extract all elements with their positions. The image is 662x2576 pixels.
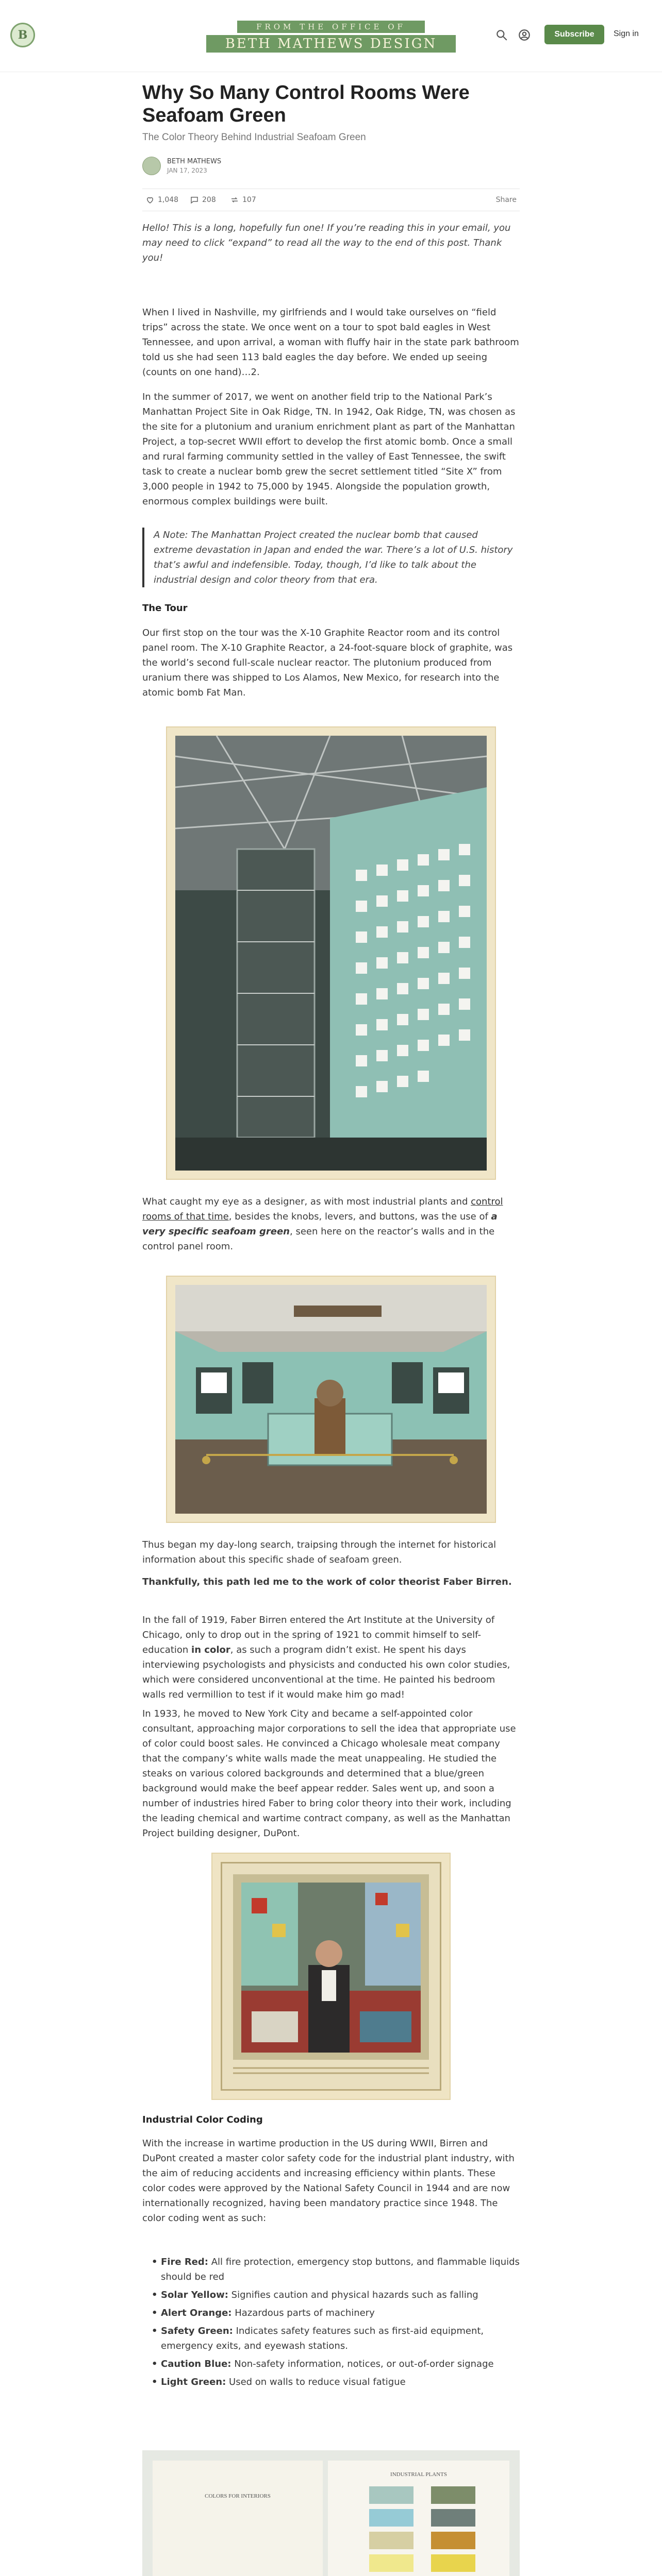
search-icon[interactable] (495, 28, 508, 42)
list-item (150, 2306, 520, 2320)
intro-note: Hello! This is a long, hopefully fun one! If you’re reading this in your email, you may need to click “expand” to read all the way to the end of this post. Thank you! (142, 223, 511, 263)
list-item (150, 2357, 520, 2371)
control-room-image (175, 1285, 487, 1514)
history-note-quote: A Note: The Manhattan Project created the nuclear bomb that caused extreme devastation in Japan and ended the war. There’s a lot of U.S. history that’s awful and indefensible. Today, though, I’d like to talk about the industrial design and color theory from that era. (142, 528, 520, 587)
color-code-name: Alert Orange: (161, 2308, 232, 2318)
faber-birren-image (221, 1862, 441, 2091)
color-book-image (142, 2450, 520, 2576)
list-item (150, 2375, 520, 2389)
paragraph-4-middle: , besides the knobs, levers, and buttons, was the use of (228, 1211, 491, 1222)
paragraph-1: When I lived in Nashville, my girlfriends and I would take ourselves on “field trips” across the state. We once went on a tour to spot bald eagles in West Tennessee, and upon arrival, a woman with fluffy hair in the state park bathroom told us she had seen 113 bald eagles the day before. We ended up seeing (counts on one hand)…2. (142, 307, 519, 378)
site-logo[interactable] (10, 23, 35, 47)
post-subtitle: The Color Theory Behind Industrial Seafoam Green (142, 132, 366, 143)
section-heading-color-coding: Industrial Color Coding (142, 2114, 263, 2125)
sign-in-link[interactable]: Sign in (614, 29, 639, 38)
photo-frame (166, 1276, 496, 1523)
reactor-wall-photo[interactable] (166, 726, 496, 1180)
paragraph-3: Our first stop on the tour was the X-10 Graphite Reactor room and its control panel room. The X-10 Graphite Reactor, a 24-foot-square block of graphite, was the world’s second full-scale nuclear reactor. The plutonium produced from uranium there was shipped to Los Alamos, New Mexico, for research into the atomic bomb Fat Man. (142, 628, 513, 698)
color-code-description: Indicates safety features such as first-aid equipment, emergency exits, and eyewash stations. (161, 2326, 484, 2351)
paragraph-7-start: In the fall of 1919, Faber Birren entered the Art Institute at the University of Chicago, only to drop out in the spring of 1921 to commit himself to self-education (142, 1615, 495, 1655)
section-heading-tour: The Tour (142, 603, 188, 614)
subscribe-button[interactable]: Subscribe (544, 25, 604, 44)
in-color-emphasis: in color (191, 1645, 230, 1655)
color-code-name: Solar Yellow: (161, 2290, 228, 2300)
avatar[interactable] (142, 157, 161, 175)
book-right-title: INDUSTRIAL PLANTS (390, 2471, 447, 2478)
paragraph-8: In 1933, he moved to New York City and became a self-appointed color consultant, approaching major corporations to sell the idea that appropriate use of color could boost sales. He convinced a Chicago wholesale meat company that the company’s white walls made the meat unappealing. He studied the steaks on various colored backgrounds and determined that a blue/green background would make the beef appear redder. Sales went up, and soon a number of industries hired Faber to bring color theory into their work, including the leading chemical and wartime contract company, as well as the Manhattan Project building designer, DuPont. (142, 1708, 516, 1839)
book-left-title: COLORS FOR INTERIORS (205, 2493, 271, 2499)
photo-frame (166, 726, 496, 1180)
author-byline (142, 155, 520, 177)
paragraph-7 (142, 1613, 520, 1702)
control-rooms-link[interactable]: control rooms of that time (142, 1196, 503, 1222)
restack-icon (230, 195, 239, 205)
list-item (150, 2324, 520, 2353)
color-code-name: Safety Green: (161, 2326, 233, 2336)
paragraph-7-end: , as such a program didn’t exist. He spent his days interviewing psychologists and physicists and conducted his own color studies, which were considered unconventional at the time. He painted his bedroom walls red vermillion to test if it would make him go mad! (142, 1645, 510, 1700)
author-name[interactable]: BETH MATHEWS (167, 158, 222, 165)
list-item (150, 2287, 520, 2302)
paragraph-6: Thankfully, this path led me to the work of color theorist Faber Birren. (142, 1577, 512, 1587)
reactor-wall-image (175, 736, 487, 1171)
seafoam-emphasis: a very specific seafoam green (142, 1211, 498, 1237)
brand-wordmark[interactable] (206, 21, 456, 53)
paragraph-4-end: , seen here on the reactor’s walls and in the control panel room. (142, 1226, 495, 1252)
color-code-description: Signifies caution and physical hazards such as falling (228, 2290, 478, 2300)
paragraph-2: In the summer of 2017, we went on another field trip to the National Park’s Manhattan Project Site in Oak Ridge, TN. In 1942, Oak Ridge, TN, was chosen as the site for a plutonium and uranium enrichment plant as part of the Manhattan Project, a top-secret WWII effort to develop the first atomic bomb. Once a small and rural farming community settled in the valley of East Tennessee, the swift task to create a nuclear bomb grew the secret settlement titled “Site X” from 3,000 people in 1942 to 75,000 by 1945. Alongside the population growth, enormous complex buildings were built. (142, 392, 516, 507)
color-code-description: Non-safety information, notices, or out-of-order signage (231, 2359, 494, 2369)
post-date: JAN 17, 2023 (167, 167, 207, 174)
control-room-photo[interactable] (166, 1276, 496, 1523)
share-button[interactable]: Share (495, 196, 517, 204)
paragraph-4 (142, 1194, 520, 1254)
heart-icon (145, 195, 155, 205)
comment-button[interactable] (190, 195, 216, 205)
list-item (150, 2255, 520, 2284)
account-icon[interactable] (518, 28, 531, 42)
color-code-description: All fire protection, emergency stop buttons, and flammable liquids should be red (161, 2257, 520, 2282)
logo-letter: B (18, 28, 28, 42)
post-action-bar (142, 189, 520, 211)
article (142, 81, 520, 265)
paragraph-9: With the increase in wartime production in the US during WWII, Birren and DuPont created a master color safety code for the industrial plant industry, with the aim of reducing accidents and increasing efficiency within plants. These color codes were approved by the National Safety Council in 1944 and are now internationally recognized, having been mandatory practice since 1948. The color coding went as such: (142, 2138, 515, 2224)
post-title: Why So Many Control Rooms Were Seafoam Green (142, 82, 470, 126)
color-code-name: Caution Blue: (161, 2359, 231, 2369)
brand-tagline: FROM THE OFFICE OF (237, 21, 425, 33)
color-code-list (150, 2255, 520, 2393)
restack-button[interactable] (230, 195, 256, 205)
color-code-name: Light Green: (161, 2377, 226, 2387)
restack-count: 107 (242, 196, 256, 204)
site-header (0, 0, 662, 72)
like-button[interactable] (145, 195, 178, 205)
color-code-description: Hazardous parts of machinery (231, 2308, 375, 2318)
paragraph-5: Thus began my day-long search, traipsing through the internet for historical information about this specific shade of seafoam green. (142, 1539, 496, 1565)
photo-frame (211, 1853, 451, 2100)
comment-count: 208 (202, 196, 216, 204)
color-book-photo[interactable] (142, 2450, 520, 2576)
color-code-name: Fire Red: (161, 2257, 208, 2267)
paragraph-4-start: What caught my eye as a designer, as with most industrial plants and (142, 1196, 471, 1207)
brand-name: BETH MATHEWS DESIGN (206, 35, 456, 53)
comment-icon (190, 195, 199, 205)
faber-birren-photo[interactable] (211, 1853, 451, 2100)
like-count: 1,048 (158, 196, 179, 204)
color-code-description: Used on walls to reduce visual fatigue (226, 2377, 406, 2387)
